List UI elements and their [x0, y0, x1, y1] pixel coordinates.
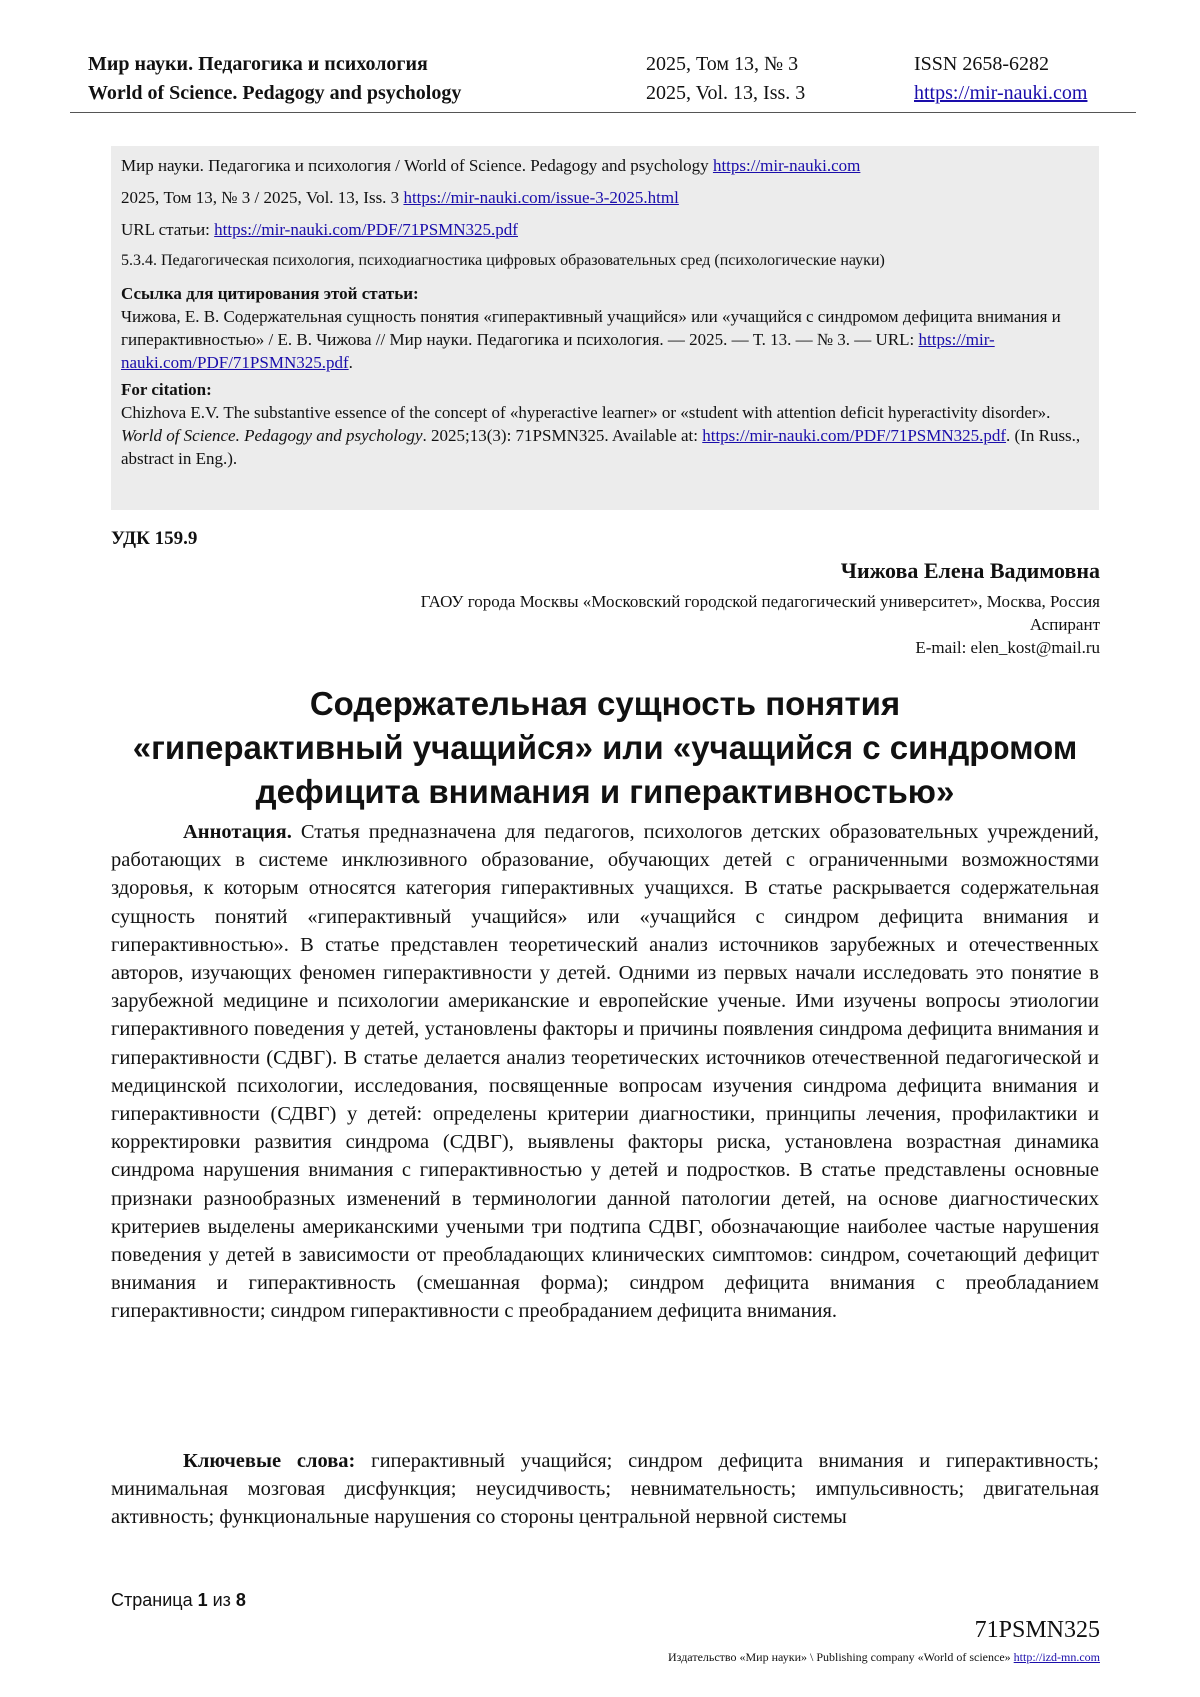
page-number: Страница 1 из 8 — [111, 1590, 246, 1610]
author-affiliation: ГАОУ города Москвы «Московский городской педагогический университет», Москва, Россия — [420, 592, 1100, 611]
abstract — [111, 818, 1099, 1326]
keywords — [111, 1447, 1099, 1532]
info-article-link[interactable]: https://mir-nauki.com/PDF/71PSMN325.pdf — [214, 220, 518, 239]
header-divider — [70, 112, 1136, 113]
abstract-label: Аннотация. — [183, 821, 292, 843]
citation-ru-link[interactable]: https://mir-nauki.com/PDF/71PSMN325.pdf — [121, 330, 995, 372]
citation-en-link[interactable]: https://mir-nauki.com/PDF/71PSMN325.pdf — [702, 426, 1007, 445]
journal-title-ru: Мир науки. Педагогика и психология — [88, 53, 428, 75]
info-url-line: URL статьи: https://mir-nauki.com/PDF/71PSMN325.pdf — [121, 220, 518, 239]
issue-ru: 2025, Том 13, № 3 — [646, 53, 799, 75]
publisher-line: Издательство «Мир науки» \ Publishing company «World of science» http://izd-mn.com — [668, 1650, 1100, 1664]
author-name: Чижова Елена Вадимовна — [840, 558, 1100, 583]
info-issue-line: 2025, Том 13, № 3 / 2025, Vol. 13, Iss. 3 https://mir-nauki.com/issue-3-2025.html — [121, 188, 679, 207]
keywords-text: гиперактивный учащийся; синдром дефицита внимания и гиперактивность; минимальная мозговая дисфункция; неусидчивость; невнимательность; импульсивность; двигательная активность; функциональные нарушения со стороны центральной нервной системы — [111, 1450, 1100, 1529]
udk-code: УДК 159.9 — [111, 528, 198, 549]
info-journal-link[interactable]: https://mir-nauki.com — [712, 156, 861, 175]
citation-en-title: For citation: — [121, 380, 212, 399]
info-issue-link[interactable]: https://mir-nauki.com/issue-3-2025.html — [403, 188, 679, 207]
citation-ru-title: Ссылка для цитирования этой статьи: — [121, 284, 419, 303]
author-position: Аспирант — [1029, 615, 1100, 634]
citation-ru-body: Чижова, Е. В. Содержательная сущность понятия «гиперактивный учащийся» или «учащийся с синдромом дефицита внимания и гиперактивностью» / Е. В. Чижова // Мир науки. Педагогика и психология. — 2025. — Т. 13. — № 3. — URL: https://mir-nauki.com/PDF/71PSMN325.pdf. — [121, 307, 1061, 372]
citation-en-body: Chizhova E.V. The substantive essence of the concept of «hyperactive learner» or «student with attention deficit hyperactivity disorder». World of Science. Pedagogy and psychology. 2025;13(3): 71PSMN325. Available at: https://mir-nauki.com/PDF/71PSMN325.pdf. (In Russ., abstract in Eng.). — [121, 403, 1081, 468]
info-specialty-line: 5.3.4. Педагогическая психология, психодиагностика цифровых образовательных сред (психологические науки) — [121, 252, 885, 269]
citation-info-box — [111, 146, 1099, 510]
citation-en-journal: World of Science. Pedagogy and psychology — [121, 426, 423, 445]
issue-en: 2025, Vol. 13, Iss. 3 — [646, 82, 806, 104]
keywords-label: Ключевые слова: — [183, 1450, 356, 1472]
journal-title-en: World of Science. Pedagogy and psychology — [88, 82, 462, 104]
journal-site-link[interactable]: https://mir-nauki.com — [914, 82, 1088, 104]
abstract-text: Статья предназначена для педагогов, психологов детских образовательных учреждений, работающих в системе инклюзивного образование, обучающих детей с ограниченными возможностями здоровья, к которым относятся категория гиперактивных учащихся. В статье раскрывается содержательная сущность понятий «гиперактивный учащийся» или «учащийся с синдром дефицита внимания и гиперактивностью». В статье представлен теоретический анализ источников зарубежных и отечественных авторов, изучающих феномен гиперактивности у детей. Одними из первых начали исследовать это понятие в зарубежной медицине и психологии американские и европейские ученые. Ими изучены вопросы этиологии гиперактивного поведения у детей, установлены факторы и причины появления синдрома дефицита внимания и гиперактивности (СДВГ). В статье делается анализ теоретических источников отечественной педагогической и медицинской психологии, исследования, посвященные вопросам изучения синдрома дефицита внимания и гиперактивности (СДВГ) у детей: определены критерии диагностики, принципы лечения, профилактики и корректировки развития синдрома (СДВГ), выявлены факторы риска, установлена возрастная динамика синдрома нарушения внимания с гиперактивностью у детей и подростков. В статье представлены основные признаки разнообразных изменений в терминологии данной патологии детей, на основе диагностических критериев выделены американскими учеными три подтипа СДВГ, обозначающие наиболее частые нарушения поведения у детей в зависимости от преобладающих клинических симптомов: синдром, сочетающий дефицит внимания и гиперактивность (смешанная форма); синдром дефицита внимания с преобладанием гиперактивности; синдром гиперактивности с преобраданием дефицита внимания. — [111, 821, 1099, 1323]
article-code: 71PSMN325 — [974, 1617, 1100, 1643]
issn: ISSN 2658-6282 — [914, 53, 1050, 75]
info-journal-line: Мир науки. Педагогика и психология / World of Science. Pedagogy and psychology https://mir-nauki.com — [121, 156, 861, 175]
citation-ru — [121, 282, 1089, 374]
citation-en — [121, 378, 1089, 470]
article-title: Содержательная сущность понятия «гиперактивный учащийся» или «учащийся с синдромом дефицита внимания и гиперактивностью» — [132, 685, 1078, 810]
publisher-link[interactable]: http://izd-mn.com — [1013, 1650, 1100, 1664]
author-email: E-mail: elen_kost@mail.ru — [915, 638, 1100, 657]
